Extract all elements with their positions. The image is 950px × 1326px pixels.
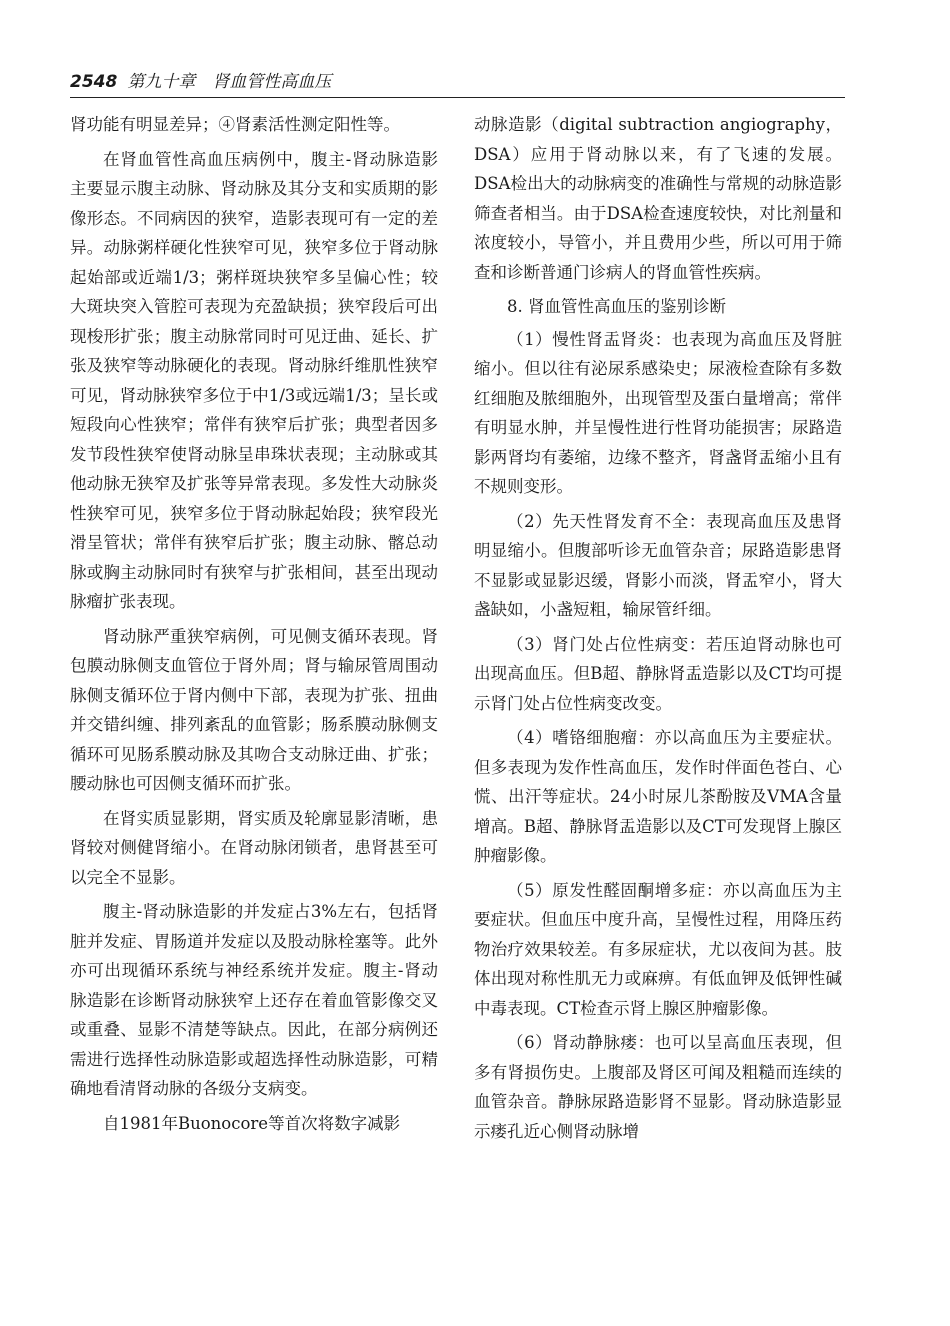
paragraph: 在肾实质显影期，肾实质及轮廓显影清晰，患肾较对侧健肾缩小。在肾动脉闭锁者，患肾甚至可以完全不显影。	[70, 808, 438, 887]
paragraph: 在肾血管性高血压病例中，腹主-肾动脉造影主要显示腹主动脉、肾动脉及其分支和实质期的影像形态。不同病因的狭窄，造影表现可有一定的差异。动脉粥样硬化性狭窄可见，狭窄多位于肾动脉起始部或近端1/3；粥样斑块狭窄多呈偏心性；较大斑块突入管腔可表现为充盈缺损；狭窄段后可出现梭形扩张；腹主动脉常同时可见迂曲、延长、扩张及狭窄等动脉硬化的表现。肾动脉纤维肌性狭窄可见，肾动脉狭窄多位于中1/3或远端1/3；呈长或短段向心性狭窄；常伴有狭窄后扩张；典型者因多发节段性狭窄使肾动脉呈串珠状表现；主动脉或其他动脉无狭窄及扩张等异常表现。多发性大动脉炎性狭窄可见，狭窄多位于肾动脉起始段；狭窄段光滑呈管状；常伴有狭窄后扩张；腹主动脉、髂总动脉或胸主动脉同时有狭窄与扩张相间，甚至出现动脉瘤扩张表现。	[70, 149, 438, 611]
section-heading: 8. 肾血管性高血压的鉴别诊断	[507, 297, 726, 316]
paragraph: （2）先天性肾发育不全：表现高血压及患肾明显缩小。但腹部听诊无血管杂音；尿路造影患肾不显影或显影迟缓，肾影小而淡，肾盂窄小，肾大盏缺如，小盏短粗，输尿管纤细。	[474, 511, 842, 619]
running-header	[70, 70, 845, 104]
page-number: 2548	[70, 72, 118, 92]
left-column	[70, 110, 438, 1143]
paragraph: 肾功能有明显差异；④肾素活性测定阳性等。	[70, 115, 400, 134]
paragraph: （1）慢性肾盂肾炎：也表现为高血压及肾脏缩小。但以往有泌尿系感染史；尿液检查除有多数红细胞及脓细胞外，出现管型及蛋白量增高；常伴有明显水肿，并呈慢性进行性肾功能损害；尿路造影两肾均有萎缩，边缘不整齐，肾盏肾盂缩小且有不规则变形。	[474, 329, 842, 496]
right-column	[474, 110, 842, 1151]
paragraph: 自1981年Buonocore等首次将数字减影	[103, 1113, 401, 1133]
paragraph: （3）肾门处占位性病变：若压迫肾动脉也可出现高血压。但B超、静脉肾盂造影以及CT均可提示肾门处占位性病变改变。	[474, 634, 842, 713]
header-divider	[70, 97, 845, 98]
paragraph: （6）肾动静脉瘘：也可以呈高血压表现，但多有肾损伤史。上腹部及肾区可闻及粗糙而连续的血管杂音。静脉尿路造影肾不显影。肾动脉造影显示瘘孔近心侧肾动脉增	[474, 1033, 842, 1141]
paragraph: 动脉造影（digital subtraction angiography，DSA）应用于肾动脉以来，有了飞速的发展。DSA检出大的动脉病变的准确性与常规的动脉造影筛查者相当。由于DSA检查速度较快，对比剂量和浓度较小，导管小，并且费用少些，所以可用于筛查和诊断普通门诊病人的肾血管性疾病。	[474, 115, 842, 282]
paragraph: 腹主-肾动脉造影的并发症占3%左右，包括肾脏并发症、胃肠道并发症以及股动脉栓塞等。此外亦可出现循环系统与神经系统并发症。腹主-肾动脉造影在诊断肾动脉狭窄上还存在着血管影像交叉或重叠、显影不清楚等缺点。因此，在部分病例还需进行选择性动脉造影或超选择性动脉造影，可精确地看清肾动脉的各级分支病变。	[70, 902, 438, 1098]
paragraph: 肾动脉严重狭窄病例，可见侧支循环表现。肾包膜动脉侧支血管位于肾外周；肾与输尿管周围动脉侧支循环位于肾内侧中下部，表现为扩张、扭曲并交错纠缠、排列紊乱的血管影；肠系膜动脉侧支循环可见肠系膜动脉及其吻合支动脉迂曲、扩张；腰动脉也可因侧支循环而扩张。	[70, 626, 438, 793]
chapter-title: 第九十章 肾血管性高血压	[127, 72, 332, 92]
paragraph: （4）嗜铬细胞瘤：亦以高血压为主要症状。但多表现为发作性高血压，发作时伴面色苍白、心慌、出汗等症状。24小时尿儿茶酚胺及VMA含量增高。B超、静脉肾盂造影以及CT可发现肾上腺区肿瘤影像。	[474, 728, 842, 865]
paragraph: （5）原发性醛固酮增多症：亦以高血压为主要症状。但血压中度升高，呈慢性过程，用降压药物治疗效果较差。有多尿症状，尤以夜间为甚。肢体出现对称性肌无力或麻痹。有低血钾及低钾性碱中毒表现。CT检查示肾上腺区肿瘤影像。	[474, 880, 842, 1018]
